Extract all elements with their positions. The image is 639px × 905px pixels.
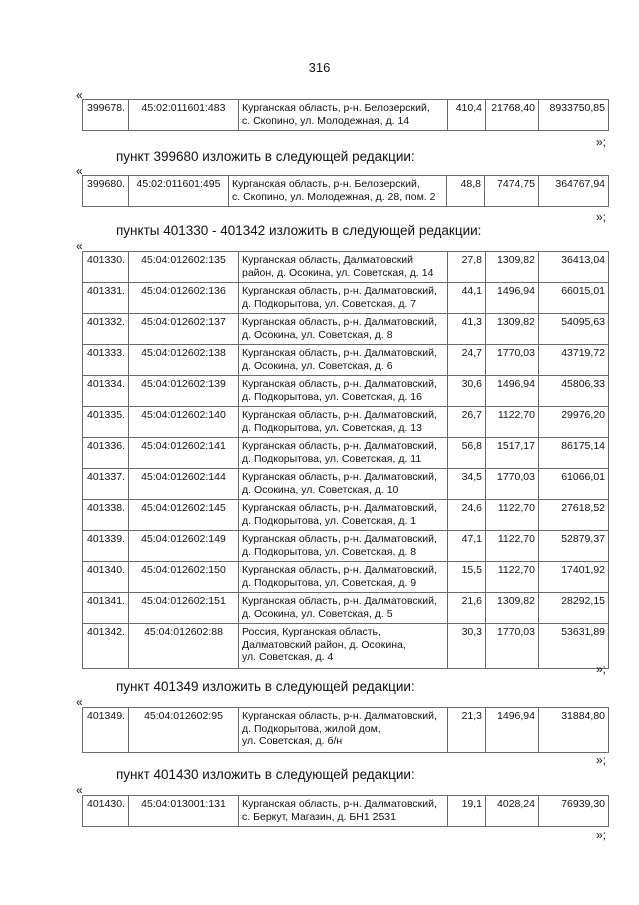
cadastral-number-cell: 45:02:011601:483	[129, 100, 239, 131]
address-cell	[239, 283, 448, 314]
address-line: Курганская область, р-н. Далматовский,	[242, 533, 437, 545]
area-cell: 21,6	[448, 593, 486, 624]
price-cell: 1122,70	[486, 562, 539, 593]
table-row	[83, 562, 609, 593]
table-row	[83, 100, 609, 131]
address-cell	[239, 314, 448, 345]
address-cell	[239, 531, 448, 562]
address-cell	[239, 624, 448, 669]
address-line: ул. Советская, д. 4	[242, 651, 334, 663]
section-heading: пункт 401349 изложить в следующей редакции:	[116, 679, 415, 694]
address-line: д. Подкорытова, ул. Советская, д. 7	[242, 297, 417, 310]
area-cell: 26,7	[448, 407, 486, 438]
address-line: Курганская область, р-н. Далматовский,	[242, 564, 437, 576]
address-cell	[239, 469, 448, 500]
cadastral-number-cell: 45:04:012602:88	[129, 624, 239, 669]
address-cell	[239, 100, 448, 131]
total-cell: 86175,14	[539, 438, 609, 469]
address-line: Курганская область, р-н. Белозерский,	[232, 178, 420, 190]
cadastral-number-cell: 45:04:012602:151	[129, 593, 239, 624]
close-quote: »;	[596, 753, 607, 767]
area-cell: 56,8	[448, 438, 486, 469]
price-cell: 1496,94	[486, 376, 539, 407]
total-cell: 66015,01	[539, 283, 609, 314]
open-quote: «	[76, 239, 83, 253]
table-row	[83, 469, 609, 500]
row-number-cell: 399680.	[83, 176, 129, 207]
total-cell: 61066,01	[539, 469, 609, 500]
cadastral-number-cell: 45:04:012602:136	[129, 283, 239, 314]
table-row	[83, 593, 609, 624]
total-cell: 28292,15	[539, 593, 609, 624]
cadastral-number-cell: 45:04:012602:95	[129, 708, 239, 753]
address-line: Россия, Курганская область,	[242, 626, 381, 638]
row-number-cell: 401349.	[83, 708, 129, 753]
total-cell: 29976,20	[539, 407, 609, 438]
price-cell: 1517,17	[486, 438, 539, 469]
address-cell	[239, 796, 448, 827]
address-line: с. Скопино, ул. Молодежная, д. 14	[242, 114, 410, 127]
table-row	[83, 708, 609, 753]
address-cell	[239, 593, 448, 624]
price-cell: 1309,82	[486, 252, 539, 283]
table-row	[83, 252, 609, 283]
address-line: д. Подкорытова, ул. Советская, д. 11	[242, 452, 422, 465]
total-cell: 53631,89	[539, 624, 609, 669]
table-row	[83, 345, 609, 376]
price-cell: 4028,24	[486, 796, 539, 827]
address-cell	[239, 438, 448, 469]
cadastral-number-cell: 45:04:012602:141	[129, 438, 239, 469]
area-cell: 15,5	[448, 562, 486, 593]
cadastral-number-cell: 45:04:013001:131	[129, 796, 239, 827]
address-cell	[239, 376, 448, 407]
price-cell: 1770,03	[486, 469, 539, 500]
total-cell: 54095,63	[539, 314, 609, 345]
address-line: д. Осокина, ул. Советская, д. 5	[242, 607, 393, 620]
price-cell: 1496,94	[486, 283, 539, 314]
price-cell: 1496,94	[486, 708, 539, 753]
row-number-cell: 401331.	[83, 283, 129, 314]
cadastral-number-cell: 45:04:012602:138	[129, 345, 239, 376]
table-row	[83, 314, 609, 345]
address-line: д. Осокина, ул. Советская, д. 10	[242, 483, 399, 496]
address-line: Курганская область, Далматовский	[242, 254, 414, 266]
address-line: д. Осокина, ул. Советская, д. 8	[242, 328, 393, 341]
cadastral-number-cell: 45:04:012602:137	[129, 314, 239, 345]
address-cell	[239, 500, 448, 531]
cadastral-number-cell: 45:02:011601:495	[129, 176, 229, 207]
address-line: Курганская область, р-н. Далматовский,	[242, 378, 437, 390]
price-cell: 1309,82	[486, 314, 539, 345]
address-line: д. Подкорытова, ул. Советская, д. 8	[242, 545, 417, 558]
area-cell: 24,7	[448, 345, 486, 376]
address-cell	[229, 176, 447, 207]
row-number-cell: 399678.	[83, 100, 129, 131]
close-quote: »;	[596, 828, 607, 842]
open-quote: «	[76, 164, 83, 178]
table-row	[83, 796, 609, 827]
address-line: д. Осокина, ул. Советская, д. 6	[242, 359, 393, 372]
cadastral-number-cell: 45:04:012602:140	[129, 407, 239, 438]
address-line: Курганская область, р-н. Белозерский,	[242, 102, 430, 114]
address-line: Курганская область, р-н. Далматовский,	[242, 798, 437, 810]
cadastral-number-cell: 45:04:012602:150	[129, 562, 239, 593]
address-line: Курганская область, р-н. Далматовский,	[242, 409, 437, 421]
address-line: ул. Советская, д. б/н	[242, 735, 343, 747]
area-cell: 19,1	[448, 796, 486, 827]
address-cell	[239, 562, 448, 593]
price-cell: 1122,70	[486, 407, 539, 438]
address-line: Курганская область, р-н. Далматовский,	[242, 440, 437, 452]
table-row	[83, 438, 609, 469]
row-number-cell: 401338.	[83, 500, 129, 531]
address-line: Курганская область, р-н. Далматовский,	[242, 471, 437, 483]
row-number-cell: 401430.	[83, 796, 129, 827]
cadastral-number-cell: 45:04:012602:149	[129, 531, 239, 562]
open-quote: «	[76, 88, 83, 102]
row-number-cell: 401340.	[83, 562, 129, 593]
address-line: д. Подкорытова, ул. Советская, д. 13	[242, 421, 422, 434]
address-cell	[239, 708, 448, 753]
row-number-cell: 401336.	[83, 438, 129, 469]
close-quote: »;	[596, 210, 607, 224]
total-cell: 27618,52	[539, 500, 609, 531]
total-cell: 45806,33	[539, 376, 609, 407]
address-line: д. Подкорытова, жилой дом,	[242, 722, 381, 735]
cadastral-number-cell: 45:04:012602:145	[129, 500, 239, 531]
total-cell: 31884,80	[539, 708, 609, 753]
price-cell: 7474,75	[485, 176, 539, 207]
row-number-cell: 401334.	[83, 376, 129, 407]
price-cell: 21768,40	[486, 100, 539, 131]
address-line: с. Беркут, Магазин, д. БН1 2531	[242, 810, 396, 823]
address-line: Курганская область, р-н. Далматовский,	[242, 347, 437, 359]
table-row	[83, 500, 609, 531]
total-cell: 8933750,85	[539, 100, 609, 131]
area-cell: 27,8	[448, 252, 486, 283]
section-heading: пункт 401430 изложить в следующей редакции:	[116, 767, 415, 782]
row-number-cell: 401337.	[83, 469, 129, 500]
total-cell: 364767,94	[539, 176, 609, 207]
table-block-3	[82, 707, 609, 753]
address-line: д. Подкорытова, ул. Советская, д. 16	[242, 390, 422, 403]
address-line: Далматовский район, д. Осокина,	[242, 638, 406, 651]
row-number-cell: 401342.	[83, 624, 129, 669]
price-cell: 1309,82	[486, 593, 539, 624]
row-number-cell: 401333.	[83, 345, 129, 376]
close-quote: »;	[596, 662, 607, 676]
total-cell: 36413,04	[539, 252, 609, 283]
cadastral-number-cell: 45:04:012602:139	[129, 376, 239, 407]
area-cell: 410,4	[448, 100, 486, 131]
area-cell: 30,3	[448, 624, 486, 669]
area-cell: 21,3	[448, 708, 486, 753]
table-block-4	[82, 795, 609, 827]
area-cell: 44,1	[448, 283, 486, 314]
table-block-1	[82, 175, 609, 207]
row-number-cell: 401330.	[83, 252, 129, 283]
cadastral-number-cell: 45:04:012602:144	[129, 469, 239, 500]
price-cell: 1122,70	[486, 531, 539, 562]
section-heading: пункт 399680 изложить в следующей редакции:	[116, 149, 415, 164]
price-cell: 1770,03	[486, 624, 539, 669]
address-line: с. Скопино, ул. Молодежная, д. 28, пом. 2	[232, 190, 436, 203]
address-line: Курганская область, р-н. Далматовский,	[242, 285, 437, 297]
address-cell	[239, 345, 448, 376]
area-cell: 24,6	[448, 500, 486, 531]
total-cell: 43719,72	[539, 345, 609, 376]
row-number-cell: 401341.	[83, 593, 129, 624]
area-cell: 34,5	[448, 469, 486, 500]
table-row	[83, 283, 609, 314]
address-line: Курганская область, р-н. Далматовский,	[242, 502, 437, 514]
address-line: д. Подкорытова, ул. Советская, д. 1	[242, 514, 417, 527]
total-cell: 76939,30	[539, 796, 609, 827]
row-number-cell: 401332.	[83, 314, 129, 345]
page-number: 316	[308, 60, 331, 75]
price-cell: 1770,03	[486, 345, 539, 376]
cadastral-number-cell: 45:04:012602:135	[129, 252, 239, 283]
table-row	[83, 624, 609, 669]
price-cell: 1122,70	[486, 500, 539, 531]
address-line: Курганская область, р-н. Далматовский,	[242, 710, 437, 722]
address-cell	[239, 252, 448, 283]
address-line: д. Подкорытова, ул. Советская, д. 9	[242, 576, 417, 589]
area-cell: 41,3	[448, 314, 486, 345]
table-block-0	[82, 99, 609, 131]
area-cell: 47,1	[448, 531, 486, 562]
table-row	[83, 407, 609, 438]
table-row	[83, 176, 609, 207]
row-number-cell: 401335.	[83, 407, 129, 438]
area-cell: 48,8	[447, 176, 485, 207]
table-row	[83, 376, 609, 407]
address-line: Курганская область, р-н. Далматовский,	[242, 316, 437, 328]
total-cell: 52879,37	[539, 531, 609, 562]
area-cell: 30,6	[448, 376, 486, 407]
section-heading: пункты 401330 - 401342 изложить в следующей редакции:	[116, 223, 482, 238]
row-number-cell: 401339.	[83, 531, 129, 562]
open-quote: «	[76, 695, 83, 709]
address-cell	[239, 407, 448, 438]
total-cell: 17401,92	[539, 562, 609, 593]
table-row	[83, 531, 609, 562]
open-quote: «	[76, 783, 83, 797]
table-block-2	[82, 251, 609, 669]
address-line: Курганская область, р-н. Далматовский,	[242, 595, 437, 607]
close-quote: »;	[596, 135, 607, 149]
address-line: район, д. Осокина, ул. Советская, д. 14	[242, 266, 434, 279]
